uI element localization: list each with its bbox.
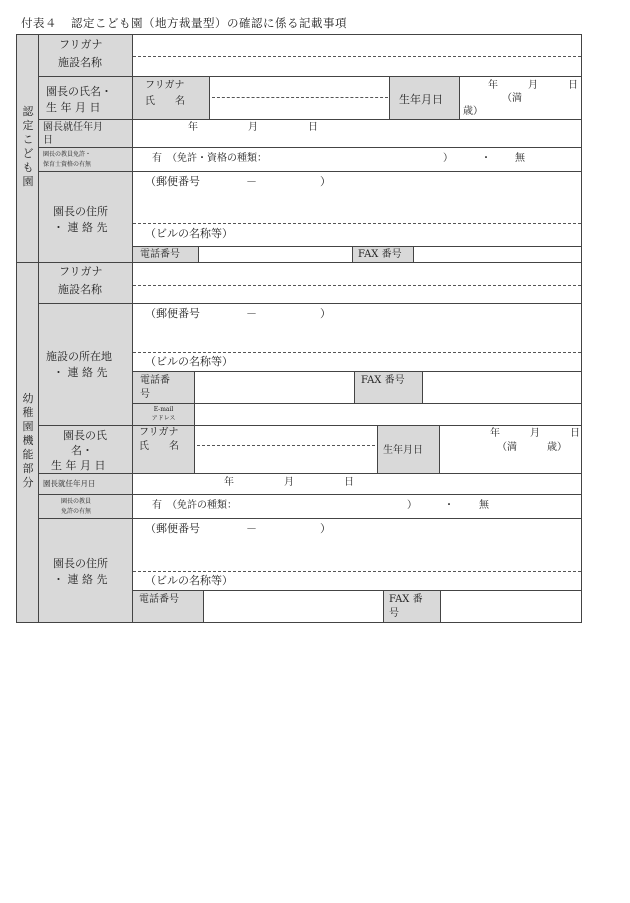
- kinder-director-address-label: 園長の住所: [53, 557, 108, 570]
- kinder-director-address-label-cell: [38, 518, 133, 623]
- kinder-director-name-label: 園長の氏: [63, 429, 107, 442]
- license-paren-close: ）: [443, 153, 453, 164]
- childcare-license-label: 保育士資格の有無: [43, 161, 92, 168]
- facility-name-field[interactable]: [132, 34, 582, 77]
- kinder-age-text: （満 歳）: [497, 442, 567, 453]
- email-label-cell: [132, 403, 195, 426]
- dob-label: 生年月日: [399, 93, 443, 106]
- kinder-fax-label-cell: [354, 371, 423, 404]
- kinder-dob-label-cell: [377, 425, 440, 474]
- license-no-text: 無: [515, 153, 525, 164]
- kinder-phone-label: 電話番: [140, 375, 170, 386]
- postal-dash: －: [246, 175, 257, 188]
- director-address-label-cell: [38, 171, 133, 263]
- kinder-director-name-label-cell: [38, 425, 133, 474]
- kinder-facility-name-field[interactable]: [132, 262, 582, 304]
- kinder-director-dob-label: 生 年 月 日: [51, 459, 106, 472]
- title-label: 付表４: [21, 16, 57, 30]
- kinder-inauguration-field[interactable]: [132, 473, 582, 495]
- kinder-director-fax-label-cell: [383, 590, 441, 623]
- kinder-license-field[interactable]: [132, 494, 582, 519]
- license-separator: ・: [481, 153, 491, 164]
- kinder-inauguration-label: 園長就任年月日: [43, 479, 96, 488]
- kinder-director-postal-paren: ）: [320, 522, 331, 535]
- phone-field[interactable]: [198, 246, 353, 263]
- kinder-director-postal-dash: －: [246, 522, 257, 535]
- kinder-director-name-label-2: 名・: [71, 444, 93, 457]
- name-sub-label: 氏 名: [145, 96, 185, 107]
- kinder-dob-date-text: 年 月 日: [490, 428, 580, 439]
- kinder-license-paren-close: ）: [407, 500, 417, 511]
- fax-label: FAX 番号: [358, 249, 402, 260]
- director-dob-label: 生 年 月 日: [46, 101, 101, 114]
- license-field[interactable]: [132, 147, 582, 172]
- inauguration-label-day: 日: [43, 135, 53, 146]
- building-name-label: （ビルの名称等）: [145, 227, 233, 240]
- kinder-director-phone-label: 電話番号: [139, 594, 179, 605]
- inauguration-label-cell: [38, 119, 133, 148]
- kinder-license-label-2: 免許の有無: [61, 508, 92, 515]
- age-open-text: （満: [502, 93, 522, 104]
- kinder-director-phone-label-cell: [132, 590, 204, 623]
- email-field[interactable]: [194, 403, 582, 426]
- kinder-postal-dash: －: [246, 307, 257, 320]
- facility-name-label-cell: [38, 34, 133, 77]
- kinder-facility-name-label: 施設名称: [58, 283, 102, 296]
- kinder-dob-label: 生年月日: [383, 445, 423, 456]
- section-label-nintei: [16, 34, 39, 263]
- kinder-phone-label-cell: [132, 371, 195, 404]
- kinder-dob-field[interactable]: [439, 425, 582, 474]
- license-label-cell: [38, 147, 133, 172]
- kinder-director-fax-field[interactable]: [440, 590, 582, 623]
- kinder-director-address-field[interactable]: [132, 518, 582, 591]
- postal-paren-close: ）: [320, 175, 331, 188]
- kinder-director-building-label: （ビルの名称等）: [145, 574, 233, 587]
- kinder-director-name-field[interactable]: [194, 425, 378, 474]
- title-text: 認定こども園（地方裁量型）の確認に係る記載事項: [71, 16, 347, 30]
- dob-label-cell: [389, 76, 460, 120]
- kinder-phone-label-suffix: 号: [140, 389, 150, 400]
- license-label: 園長の教員免許・: [43, 151, 92, 158]
- kinder-inauguration-label-cell: [38, 473, 133, 495]
- kinder-building-name-label: （ビルの名称等）: [145, 355, 233, 368]
- inauguration-date-text: 年 月 日: [188, 122, 318, 133]
- age-close-text: 歳）: [463, 106, 483, 117]
- kinder-director-fax-label: FAX 番: [389, 594, 423, 605]
- section-label-yochien: [16, 262, 39, 623]
- phone-label: 電話番号: [140, 249, 180, 260]
- kinder-inauguration-date-text: 年 月 日: [224, 477, 354, 488]
- dob-date-text: 年 月 日: [488, 80, 578, 91]
- section-label-nintei-text: 認定こども園: [22, 105, 34, 188]
- kinder-name-sub-label: 氏 名: [139, 441, 179, 452]
- inauguration-label: 園長就任年月: [43, 122, 103, 133]
- furigana-name-label-cell: [132, 76, 210, 120]
- director-contact-label: ・ 連 絡 先: [53, 221, 108, 234]
- license-yes-text: 有 （免許・資格の種類：: [152, 153, 267, 164]
- kinder-license-yes-text: 有 （免許の種類：: [152, 500, 237, 511]
- fax-field[interactable]: [413, 246, 582, 263]
- facility-name-label: 施設名称: [58, 56, 102, 69]
- director-name-label-cell: [38, 76, 133, 120]
- kinder-furigana-sub-label: フリガナ: [139, 427, 179, 438]
- kinder-address-field[interactable]: [132, 303, 582, 372]
- furigana-sub-label: フリガナ: [145, 80, 185, 91]
- kinder-postal-code-label: （郵便番号: [145, 307, 200, 320]
- kinder-furigana-name-label-cell: [132, 425, 195, 474]
- postal-code-label: （郵便番号: [145, 175, 200, 188]
- kinder-license-label-cell: [38, 494, 133, 519]
- kinder-director-fax-label-suffix: 号: [389, 608, 399, 619]
- kinder-address-label: 施設の所在地: [46, 350, 112, 363]
- dob-field[interactable]: [459, 76, 582, 120]
- kinder-address-label-cell: [38, 303, 133, 426]
- kinder-director-postal-label: （郵便番号: [145, 522, 200, 535]
- kinder-license-label: 園長の教員: [61, 498, 92, 505]
- kinder-postal-paren-close: ）: [320, 307, 331, 320]
- kinder-license-separator: ・: [444, 500, 454, 511]
- section-label-yochien-text: 幼稚園機能部分: [22, 392, 34, 489]
- email-address-label: アドレス: [151, 415, 176, 422]
- director-address-label: 園長の住所: [53, 205, 108, 218]
- kinder-contact-label: ・ 連 絡 先: [53, 366, 108, 379]
- email-label: E-mail: [153, 406, 174, 413]
- phone-label-cell: [132, 246, 199, 263]
- kinder-phone-field[interactable]: [194, 371, 355, 404]
- furigana-label: フリガナ: [59, 38, 103, 51]
- inauguration-field[interactable]: [132, 119, 582, 148]
- kinder-fax-field[interactable]: [422, 371, 582, 404]
- fax-label-cell: [352, 246, 414, 263]
- kinder-director-contact-label: ・ 連 絡 先: [53, 573, 108, 586]
- kinder-facility-name-label-cell: [38, 262, 133, 304]
- kinder-license-no-text: 無: [479, 500, 489, 511]
- director-name-field[interactable]: [209, 76, 390, 120]
- director-name-label: 園長の氏名・: [46, 85, 112, 98]
- kinder-fax-label: FAX 番号: [361, 375, 405, 386]
- kinder-furigana-label: フリガナ: [59, 265, 103, 278]
- kinder-director-phone-field[interactable]: [203, 590, 384, 623]
- director-address-field[interactable]: [132, 171, 582, 247]
